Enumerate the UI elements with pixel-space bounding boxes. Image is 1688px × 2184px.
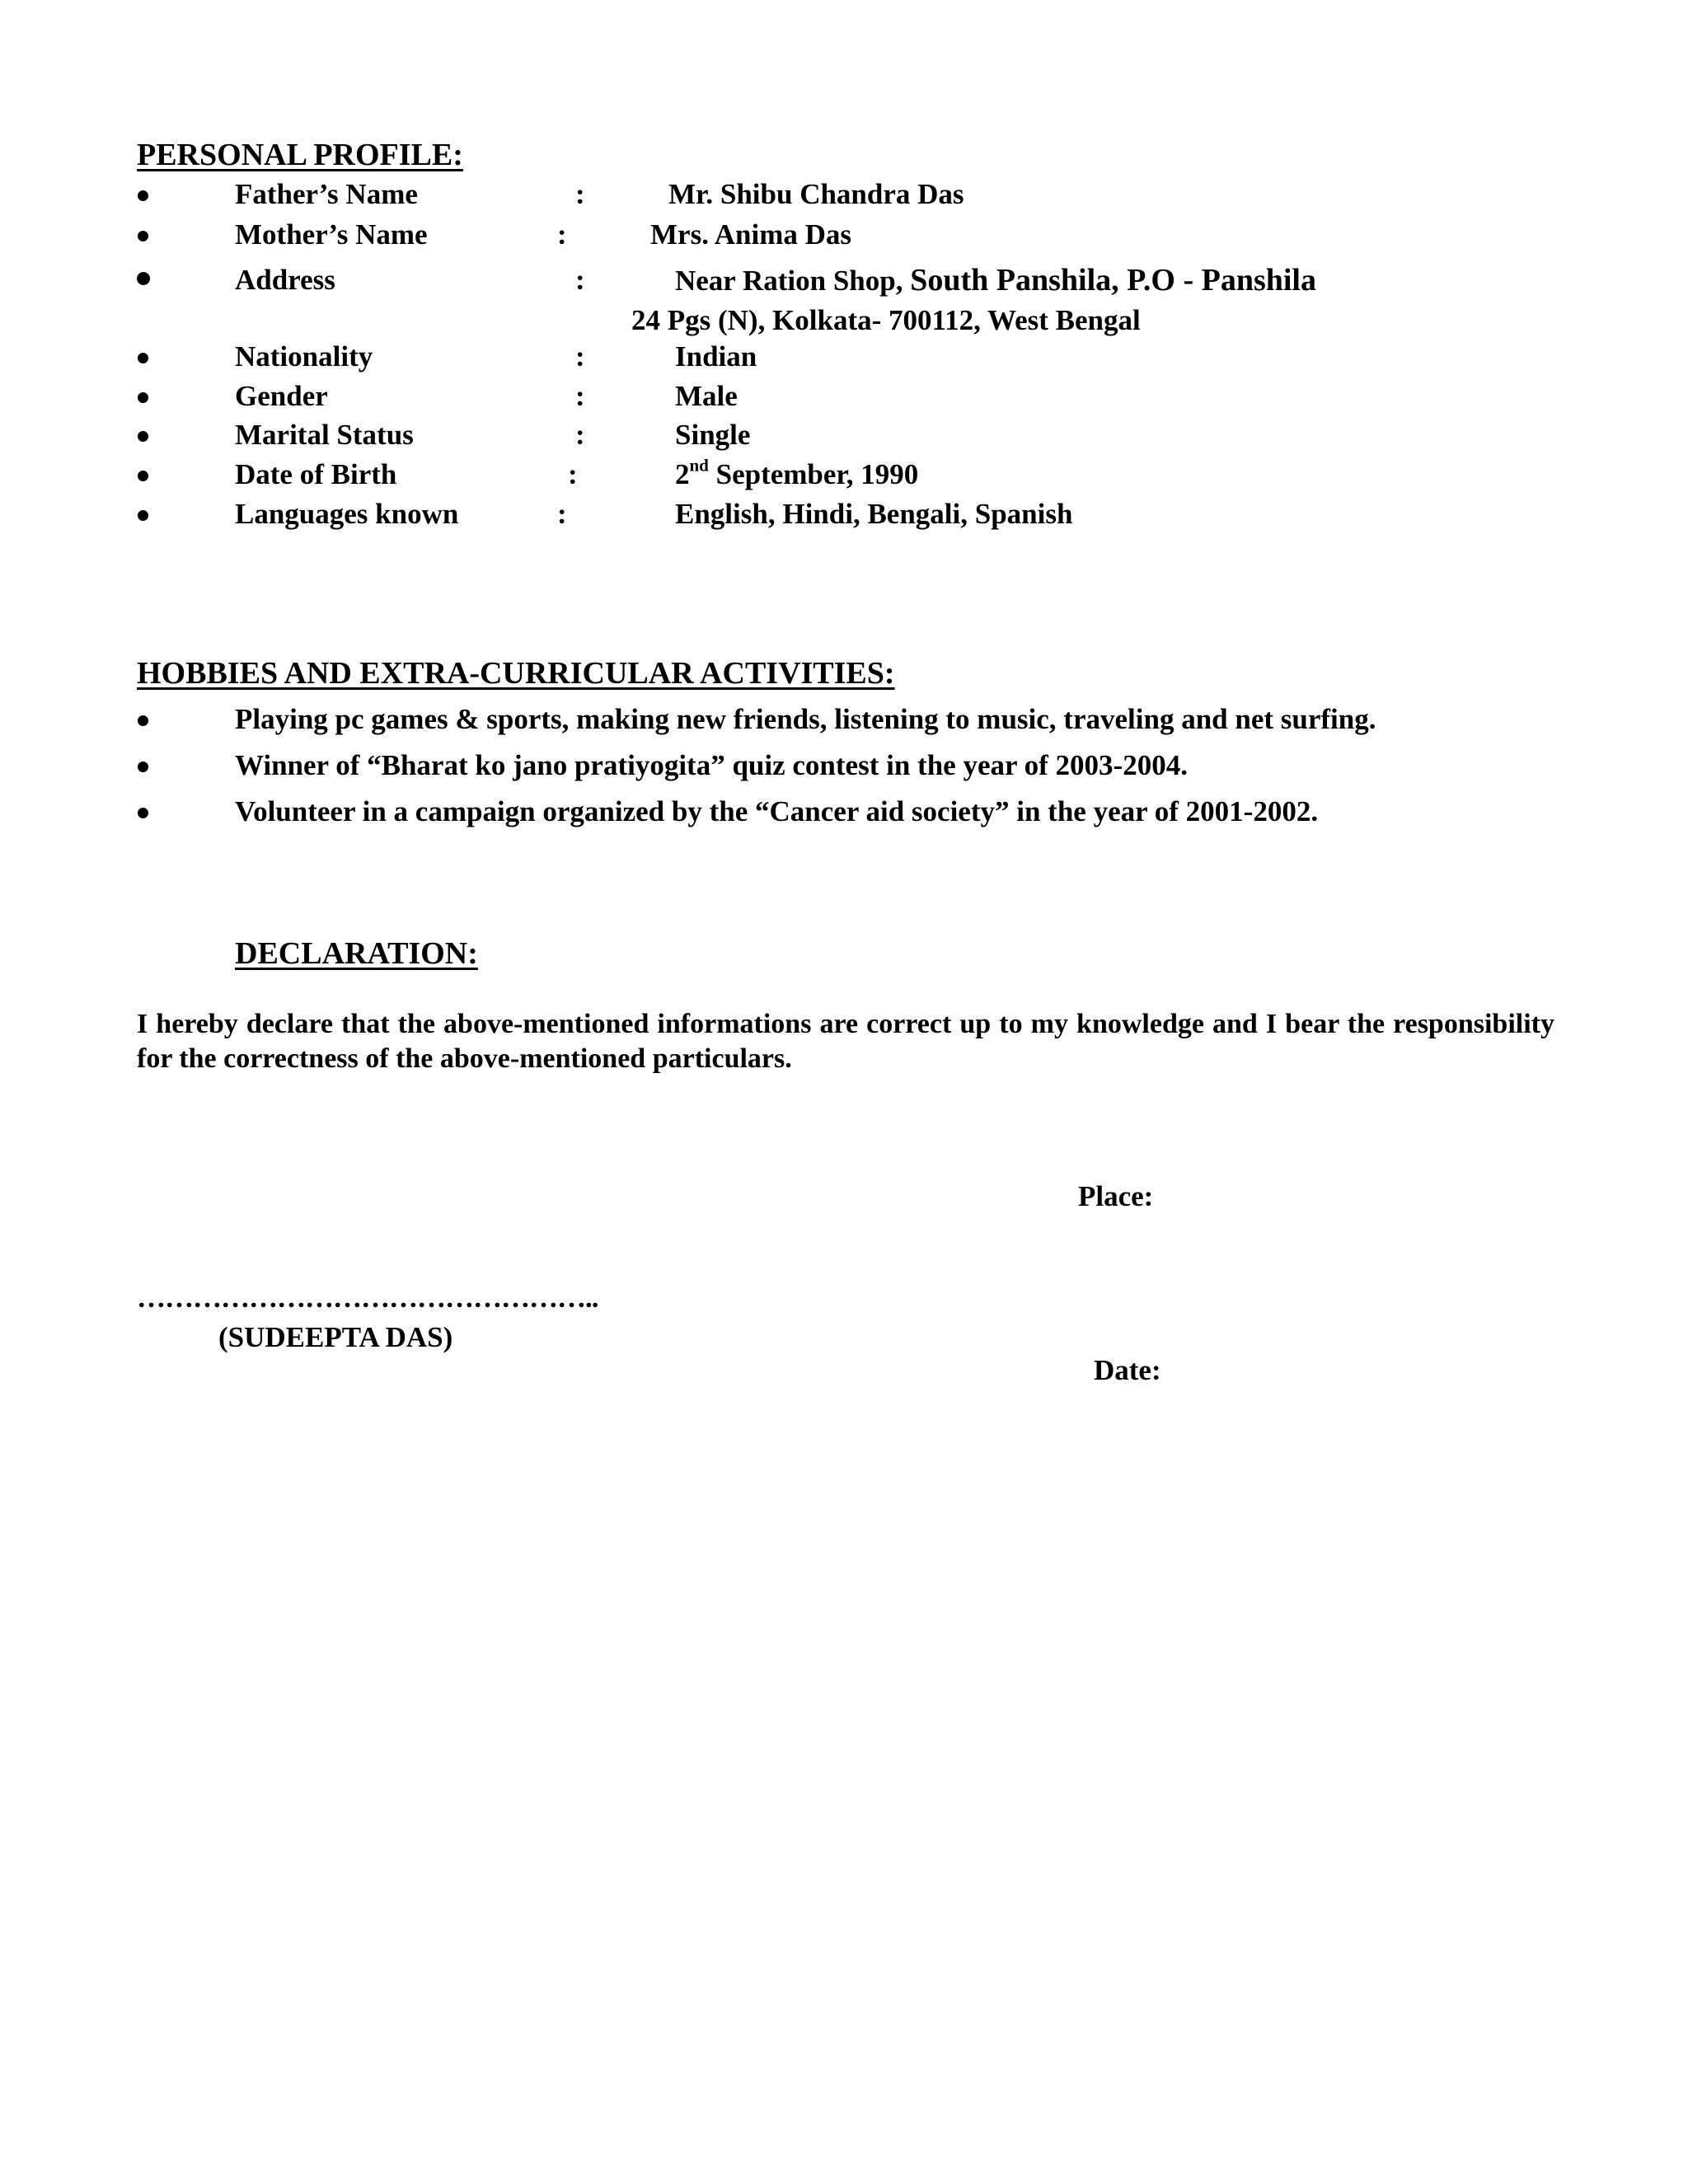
bullet-icon bbox=[138, 471, 148, 481]
fathers-name-value: Mr. Shibu Chandra Das bbox=[668, 178, 964, 210]
signature-name: (SUDEEPTA DAS) bbox=[218, 1321, 453, 1353]
bullet-icon bbox=[138, 808, 148, 818]
separator: : bbox=[575, 264, 585, 296]
separator: : bbox=[557, 498, 567, 530]
gender-label: Gender bbox=[235, 380, 328, 412]
address-label: Address bbox=[235, 264, 335, 296]
date-of-birth-label: Date of Birth bbox=[235, 458, 397, 490]
hobbies-heading: HOBBIES AND EXTRA-CURRICULAR ACTIVITIES: bbox=[137, 656, 895, 691]
address-value-line1 bbox=[675, 262, 1316, 298]
bullet-icon bbox=[138, 715, 148, 726]
hobby-item: Playing pc games & sports, making new friends, listening to music, traveling and net surfing. bbox=[235, 703, 1376, 735]
marital-status-value: Single bbox=[675, 419, 751, 451]
address-value-part1: Near Ration Shop, bbox=[675, 265, 911, 297]
separator: : bbox=[575, 380, 585, 412]
declaration-text: I hereby declare that the above-mentioned informations are correct up to my knowledge and I bear the responsibility for the correctness of the above-mentioned particulars. bbox=[137, 1009, 1554, 1074]
address-value-line2: 24 Pgs (N), Kolkata- 700112, West Bengal bbox=[631, 304, 1141, 336]
bullet-icon bbox=[138, 190, 148, 201]
bullet-icon bbox=[138, 392, 148, 403]
bullet-icon bbox=[138, 353, 148, 363]
dob-month-year: September, 1990 bbox=[708, 458, 919, 490]
date-of-birth-value bbox=[675, 455, 919, 491]
address-value-part2: South Panshila, P.O - Panshila bbox=[910, 263, 1316, 298]
hobby-item: Winner of “Bharat ko jano pratiyogita” quiz contest in the year of 2003-2004. bbox=[235, 749, 1188, 781]
marital-status-label: Marital Status bbox=[235, 419, 414, 451]
personal-profile-heading: PERSONAL PROFILE: bbox=[137, 138, 463, 172]
place-label: Place: bbox=[1078, 1180, 1154, 1212]
languages-value: English, Hindi, Bengali, Spanish bbox=[675, 498, 1073, 530]
bullet-icon bbox=[138, 510, 148, 521]
nationality-value: Indian bbox=[675, 340, 757, 373]
bullet-icon bbox=[138, 431, 148, 442]
fathers-name-label: Father’s Name bbox=[235, 178, 418, 210]
languages-label: Languages known bbox=[235, 498, 459, 530]
bullet-icon bbox=[138, 762, 148, 772]
separator: : bbox=[557, 218, 567, 251]
dob-day: 2 bbox=[675, 458, 690, 490]
date-label: Date: bbox=[1094, 1354, 1161, 1386]
signature-line: ………………………………………….. bbox=[137, 1282, 598, 1314]
mothers-name-label: Mother’s Name bbox=[235, 218, 428, 251]
mothers-name-value: Mrs. Anima Das bbox=[650, 218, 852, 251]
bullet-icon bbox=[138, 231, 148, 241]
separator: : bbox=[575, 178, 585, 210]
declaration-heading: DECLARATION: bbox=[235, 936, 478, 971]
separator: : bbox=[568, 458, 578, 490]
gender-value: Male bbox=[675, 380, 738, 412]
separator: : bbox=[575, 419, 585, 451]
hobby-item: Volunteer in a campaign organized by the “Cancer aid society” in the year of 2001-2002. bbox=[235, 795, 1319, 827]
bullet-icon bbox=[137, 272, 150, 285]
separator: : bbox=[575, 340, 585, 373]
dob-day-suffix: nd bbox=[689, 455, 709, 476]
nationality-label: Nationality bbox=[235, 340, 373, 373]
